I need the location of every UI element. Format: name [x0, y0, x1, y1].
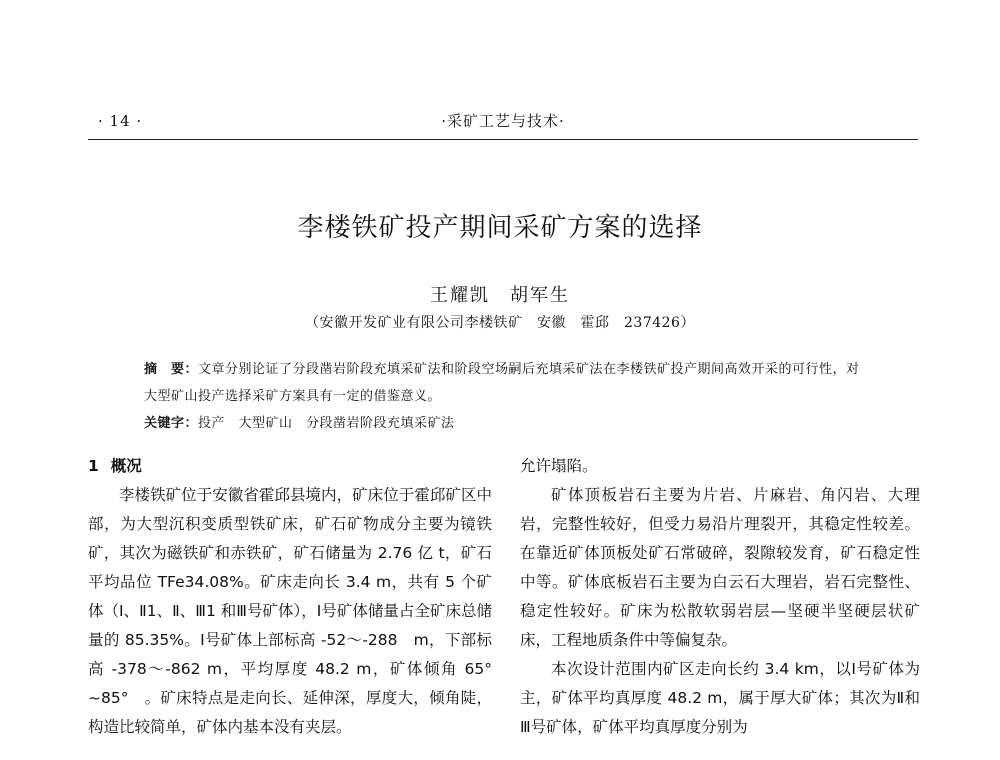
- keywords-label: 关键字：: [144, 416, 199, 431]
- paper-title: 李楼铁矿投产期间采矿方案的选择: [297, 213, 703, 243]
- section-heading: [88, 452, 492, 481]
- affiliation: （安徽开发矿业有限公司李楼铁矿 安徽 霍邱 237426）: [305, 315, 695, 331]
- journal-section-title: ·采矿工艺与技术·: [441, 112, 565, 130]
- section-title: 概况: [110, 457, 142, 475]
- keywords-text: 投产 大型矿山 分段凿岩阶段充填采矿法: [198, 416, 455, 431]
- right-column: [520, 452, 920, 742]
- left-column: [88, 452, 508, 742]
- abstract-label: 摘 要：: [144, 362, 199, 377]
- running-header: [88, 106, 918, 134]
- paragraph: 矿体顶板岩石主要为片岩、片麻岩、角闪岩、大理岩，完整性较好，但受力易沿片理裂开，其稳定性较差。在靠近矿体顶板处矿石常破碎，裂隙较发育，矿石稳定性中等。矿体底板岩石主要为白云石大理岩，岩石完整性、稳定性较好。矿床为松散软弱岩层—坚硬半坚硬层状矿床，工程地质条件中等偏复杂。: [520, 486, 920, 649]
- abstract-text: 文章分别论证了分段凿岩阶段充填采矿法和阶段空场嗣后充填采矿法在李楼铁矿投产期间高效开采的可行性，对大型矿山投产选择采矿方案具有一定的借鉴意义。: [144, 362, 860, 404]
- page-number: · 14 ·: [98, 112, 143, 130]
- paragraph: 允许塌陷。: [520, 457, 598, 475]
- paragraph: 本次设计范围内矿区走向长约 3.4 km，以Ⅰ号矿体为主，矿体平均真厚度 48.2 m，属于厚大矿体；其次为Ⅱ和Ⅲ号矿体，矿体平均真厚度分别为: [520, 660, 920, 736]
- abstract: [144, 356, 864, 410]
- header-rule: [88, 139, 918, 140]
- authors: 王耀凯 胡军生: [430, 285, 570, 306]
- paragraph: 李楼铁矿位于安徽省霍邱县境内，矿床位于霍邱矿区中部，为大型沉积变质型铁矿床，矿石矿物成分主要为镜铁矿，其次为磁铁矿和赤铁矿，矿石储量为 2.76 亿 t，矿石平均品位 TFe34.08%。矿床走向长 3.4 m，共有 5 个矿体（Ⅰ、Ⅱ1、Ⅱ、Ⅲ1 和Ⅲ号矿体），Ⅰ号矿体储量占全矿床总储量的 85.35%。Ⅰ号矿体上部标高 -52～-288 m，下部标高 -378～-862 m，平均厚度 48.2 m，矿体倾角 65° ~85° 。矿床特点是走向长、延伸深，厚度大，倾角陡，构造比较简单，矿体内基本没有夹层。: [88, 486, 508, 736]
- keywords: [144, 412, 864, 431]
- section-number: 1: [88, 457, 99, 475]
